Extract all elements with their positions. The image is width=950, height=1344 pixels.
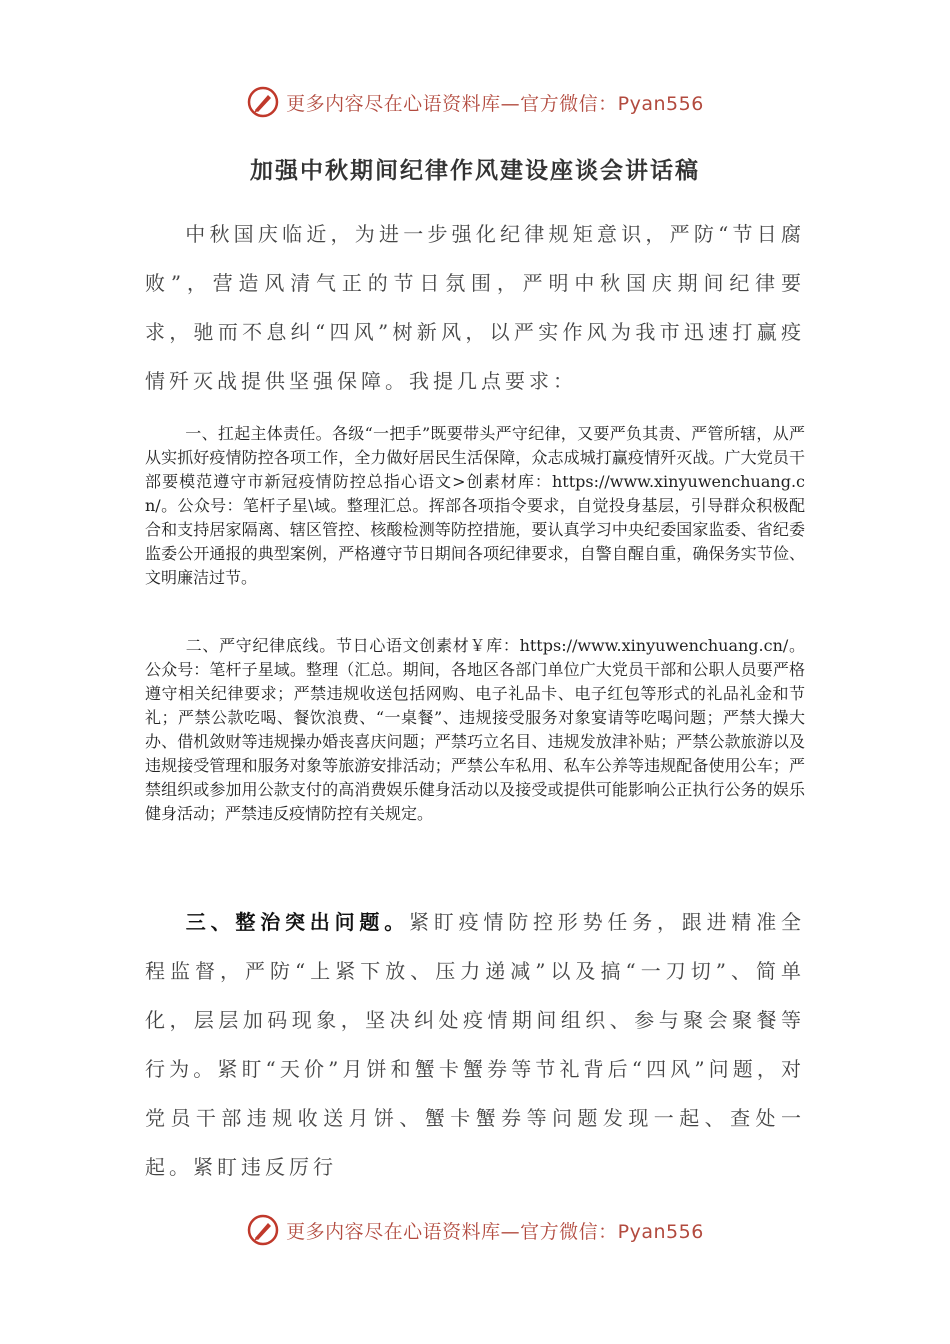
point-one-text: 一、扛起主体责任。各级“一把手”既要带头严守纪律，又要严负其责、严管所辖，从严从实抓好疫情防控各项工作，全力做好居民生活保障，众志成城打赢疫情歼灭战。广大党员干部要模范遵守市新冠疫情防控总指心语文>创素材库：https://www.xinyuwenchuang.cn/。公众号：笔杆子星\域。整理汇总。挥部各项指令要求，自觉投身基层，引导群众积极配合和支持居家隔离、辖区管控、核酸检测等防控措施，要认真学习中央纪委国家监委、省纪委监委公开通报的典型案例，严格遵守节日期间各项纪律要求，自警自醒自重，确保务实节俭、文明廉洁过节。 xyxy=(145,424,805,587)
point-three-heading: 三、整治突出问题。 xyxy=(185,910,409,934)
point-three-text: 紧盯疫情防控形势任务，跟进精准全程监督，严防“上紧下放、压力递减”以及搞“一刀切”、简单化，层层加码现象，坚决纠处疫情期间组织、参与聚会聚餐等行为。紧盯“天价”月饼和蟹卡蟹券等节礼背后“四风”问题，对党员干部违规收送月饼、蟹卡蟹券等问题发现一起、查处一起。紧盯违反厉行 xyxy=(145,910,805,1179)
document-title: 加强中秋期间纪律作风建设座谈会讲话稿 xyxy=(250,157,700,184)
header-banner xyxy=(0,82,950,122)
point-one-paragraph xyxy=(145,422,805,590)
point-three-paragraph xyxy=(145,898,805,1192)
point-two-text: 二、严守纪律底线。节日心语文创素材￥库：https://www.xinyuwenchuang.cn/。公众号：笔杆子星域。整理（汇总。期间，各地区各部门单位广大党员干部和公职人员要严格遵守相关纪律要求；严禁违规收送包括网购、电子礼品卡、电子红包等形式的礼品礼金和节礼；严禁公款吃喝、餐饮浪费、“一桌餐”、违规接受服务对象宴请等吃喝问题；严禁大操大办、借机敛财等违规操办婚丧喜庆问题；严禁巧立名目、违规发放津补贴；严禁公款旅游以及违规接受管理和服务对象等旅游安排活动；严禁公车私用、私车公养等违规配备使用公车；严禁组织或参加用公款支付的高消费娱乐健身活动以及接受或提供可能影响公正执行公务的娱乐健身活动；严禁违反疫情防控有关规定。 xyxy=(145,636,805,823)
footer-banner xyxy=(0,1210,950,1250)
banner-text: 更多内容尽在心语资料库—官方微信：Pyan556 xyxy=(286,1220,704,1243)
pen-circle-logo-icon xyxy=(246,1213,280,1247)
intro-text: 中秋国庆临近，为进一步强化纪律规矩意识，严防“节日腐败”，营造风清气正的节日氛围，严明中秋国庆期间纪律要求，驰而不息纠“四风”树新风，以严实作风为我市迅速打赢疫情歼灭战提供坚强保障。我提几点要求： xyxy=(145,222,805,393)
intro-paragraph xyxy=(145,210,805,406)
point-two-paragraph xyxy=(145,634,805,826)
pen-circle-logo-icon xyxy=(246,85,280,119)
banner-text: 更多内容尽在心语资料库—官方微信：Pyan556 xyxy=(286,92,704,115)
